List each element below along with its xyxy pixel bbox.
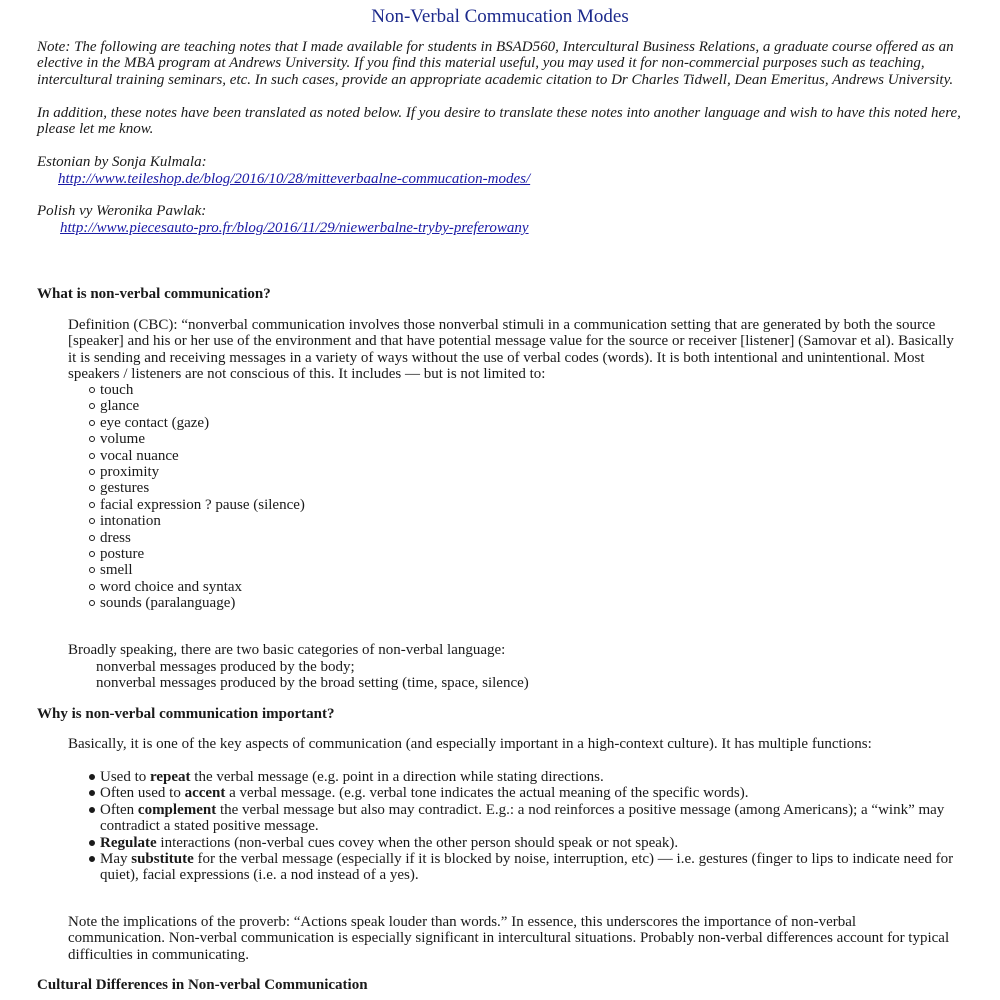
list-item: dress (100, 530, 305, 546)
note-paragraph: Note: The following are teaching notes that I made available for students in BSAD560, Intercultural Business Relations, a graduate course offered as an elective in the MBA program at Andrews University. If you find this material useful, you may used it for non-commercial purposes such as teaching, intercultural training seminars, etc. In such cases, provide an appropriate academic citation to Dr Charles Tidwell, Dean Emeritus, Andrews University. (37, 39, 954, 88)
list-item: vocal nuance (100, 448, 305, 464)
functions-list (100, 769, 960, 884)
translation-polish-link[interactable]: http://www.piecesauto-pro.fr/blog/2016/11/29/niewerbalne-tryby-preferowany (60, 220, 529, 236)
translation-paragraph: In addition, these notes have been translated as noted below. If you desire to translate these notes into another language and wish to have this noted here, please let me know. (37, 105, 961, 138)
list-item: May substitute for the verbal message (especially if it is blocked by noise, interruption, etc) — i.e. gestures (finger to lips to indicate need for quiet), facial expressions (i.e. a nod instead of a yes). (100, 851, 960, 884)
list-item: Often used to accent a verbal message. (e.g. verbal tone indicates the actual meaning of the specific words). (100, 785, 960, 801)
page-title: Non-Verbal Commucation Modes (371, 6, 629, 27)
category-setting: nonverbal messages produced by the broad setting (time, space, silence) (96, 675, 529, 691)
translation-estonian-label: Estonian by Sonja Kulmala: (37, 154, 207, 170)
section-heading-what: What is non-verbal communication? (37, 286, 271, 302)
list-item: smell (100, 562, 305, 578)
list-item: proximity (100, 464, 305, 480)
functions-intro: Basically, it is one of the key aspects of communication (and especially important in a high-context culture). It has multiple functions: (68, 736, 872, 752)
definition-paragraph: Definition (CBC): “nonverbal communication involves those nonverbal stimuli in a communication setting that are generated by both the source [speaker] and his or her use of the environment and that have potential message value for the source or receiver [listener] (Samovar et al). Basically it is sending and receiving messages in a variety of ways without the use of verbal codes (words). It is both intentional and unintentional. Most speakers / listeners are not conscious of this. It includes — but is not limited to: (68, 317, 954, 383)
translation-polish-label: Polish vy Weronika Pawlak: (37, 203, 207, 219)
translation-estonian-link[interactable]: http://www.teileshop.de/blog/2016/10/28/mitteverbaalne-commucation-modes/ (58, 171, 531, 187)
list-item: sounds (paralanguage) (100, 595, 305, 611)
list-item: gestures (100, 480, 305, 496)
section-heading-cultural: Cultural Differences in Non-verbal Communication (37, 977, 368, 993)
list-item: Used to repeat the verbal message (e.g. point in a direction while stating directions. (100, 769, 960, 785)
list-item: volume (100, 431, 305, 447)
list-item: touch (100, 382, 305, 398)
list-item: posture (100, 546, 305, 562)
section-heading-why: Why is non-verbal communication important? (37, 706, 335, 722)
list-item: intonation (100, 513, 305, 529)
categories-intro: Broadly speaking, there are two basic categories of non-verbal language: (68, 642, 506, 658)
category-body: nonverbal messages produced by the body; (96, 659, 355, 675)
list-item: Often complement the verbal message but also may contradict. E.g.: a nod reinforces a positive message (among Americans); a “wink” may contradict a stated positive message. (100, 802, 960, 835)
list-item: eye contact (gaze) (100, 415, 305, 431)
list-item: glance (100, 398, 305, 414)
list-item: word choice and syntax (100, 579, 305, 595)
nonverbal-modes-list (100, 382, 305, 612)
list-item: Regulate interactions (non-verbal cues covey when the other person should speak or not speak). (100, 835, 960, 851)
proverb-paragraph: Note the implications of the proverb: “Actions speak louder than words.” In essence, this underscores the importance of non-verbal communication. Non-verbal communication is especially significant in intercultural situations. Probably non-verbal differences account for typical difficulties in communicating. (68, 914, 950, 963)
list-item: facial expression ? pause (silence) (100, 496, 305, 513)
